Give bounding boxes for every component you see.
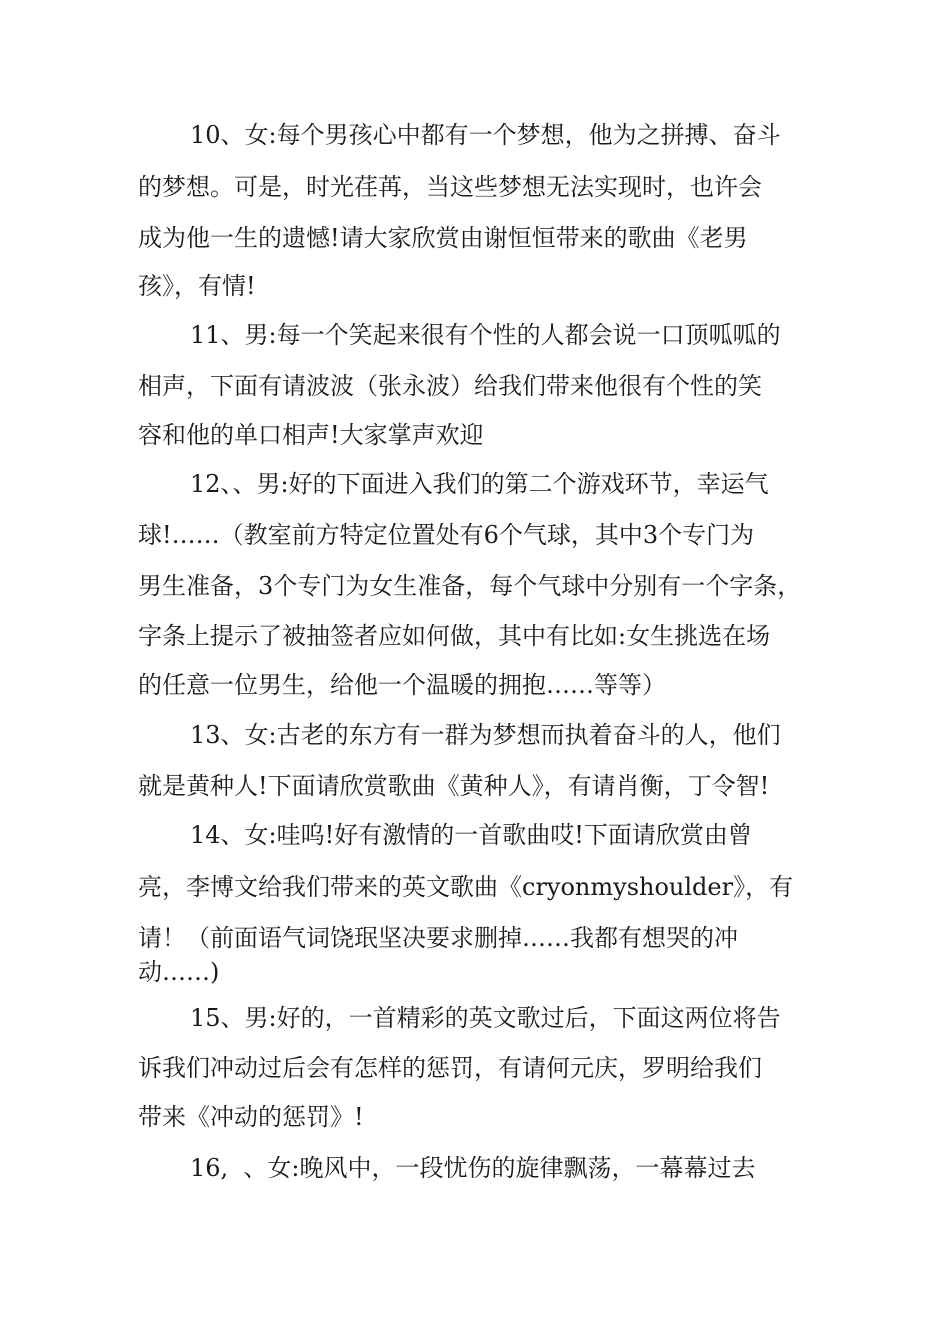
paragraph-14-line-2: 亮，李博文给我们带来的英文歌曲《cryonmyshoulder》，有 [138, 873, 794, 901]
paragraph-13-line-1: 13、女:古老的东方有一群为梦想而执着奋斗的人，他们 [190, 721, 781, 749]
paragraph-12-line-3: 男生准备，3个专门为女生准备，每个气球中分别有一个字条， [138, 572, 802, 600]
paragraph-11-line-3: 容和他的单口相声!大家掌声欢迎 [138, 421, 484, 449]
paragraph-15-line-2: 诉我们冲动过后会有怎样的惩罚，有请何元庆，罗明给我们 [138, 1054, 762, 1082]
paragraph-12-line-1: 12、、男:好的下面进入我们的第二个游戏环节，幸运气 [190, 470, 769, 498]
paragraph-14-line-3: 请！（前面语气词饶珉坚决要求删掉……我都有想哭的冲 [138, 924, 738, 952]
paragraph-11-line-2: 相声，下面有请波波（张永波）给我们带来他很有个性的笑 [138, 372, 762, 400]
paragraph-16-line-1: 16, 、女:晚风中，一段忧伤的旋律飘荡，一幕幕过去 [190, 1154, 756, 1182]
paragraph-15-line-1: 15、男:好的，一首精彩的英文歌过后，下面这两位将告 [190, 1004, 781, 1032]
paragraph-14-line-4: 动……) [138, 958, 220, 986]
paragraph-10-line-3: 成为他一生的遗憾!请大家欣赏由谢恒恒带来的歌曲《老男 [138, 224, 748, 252]
paragraph-10-line-1: 10、女:每个男孩心中都有一个梦想，他为之拼搏、奋斗 [190, 121, 781, 149]
paragraph-14-line-1: 14、女:哇呜!好有激情的一首歌曲哎!下面请欣赏由曾 [190, 821, 752, 849]
paragraph-12-line-4: 字条上提示了被抽签者应如何做，其中有比如:女生挑选在场 [138, 622, 771, 650]
paragraph-12-line-5: 的任意一位男生，给他一个温暖的拥抱……等等） [138, 671, 666, 699]
paragraph-10-line-2: 的梦想。可是，时光荏苒，当这些梦想无法实现时，也许会 [138, 173, 762, 201]
paragraph-10-line-4: 孩》，有情! [138, 272, 256, 300]
paragraph-15-line-3: 带来《冲动的惩罚》! [138, 1103, 364, 1131]
paragraph-12-line-2: 球!……（教室前方特定位置处有6个气球，其中3个专门为 [138, 521, 755, 549]
paragraph-11-line-1: 11、男:每一个笑起来很有个性的人都会说一口顶呱呱的 [190, 321, 781, 349]
paragraph-13-line-2: 就是黄种人!下面请欣赏歌曲《黄种人》，有请肖衡，丁令智! [138, 772, 770, 800]
